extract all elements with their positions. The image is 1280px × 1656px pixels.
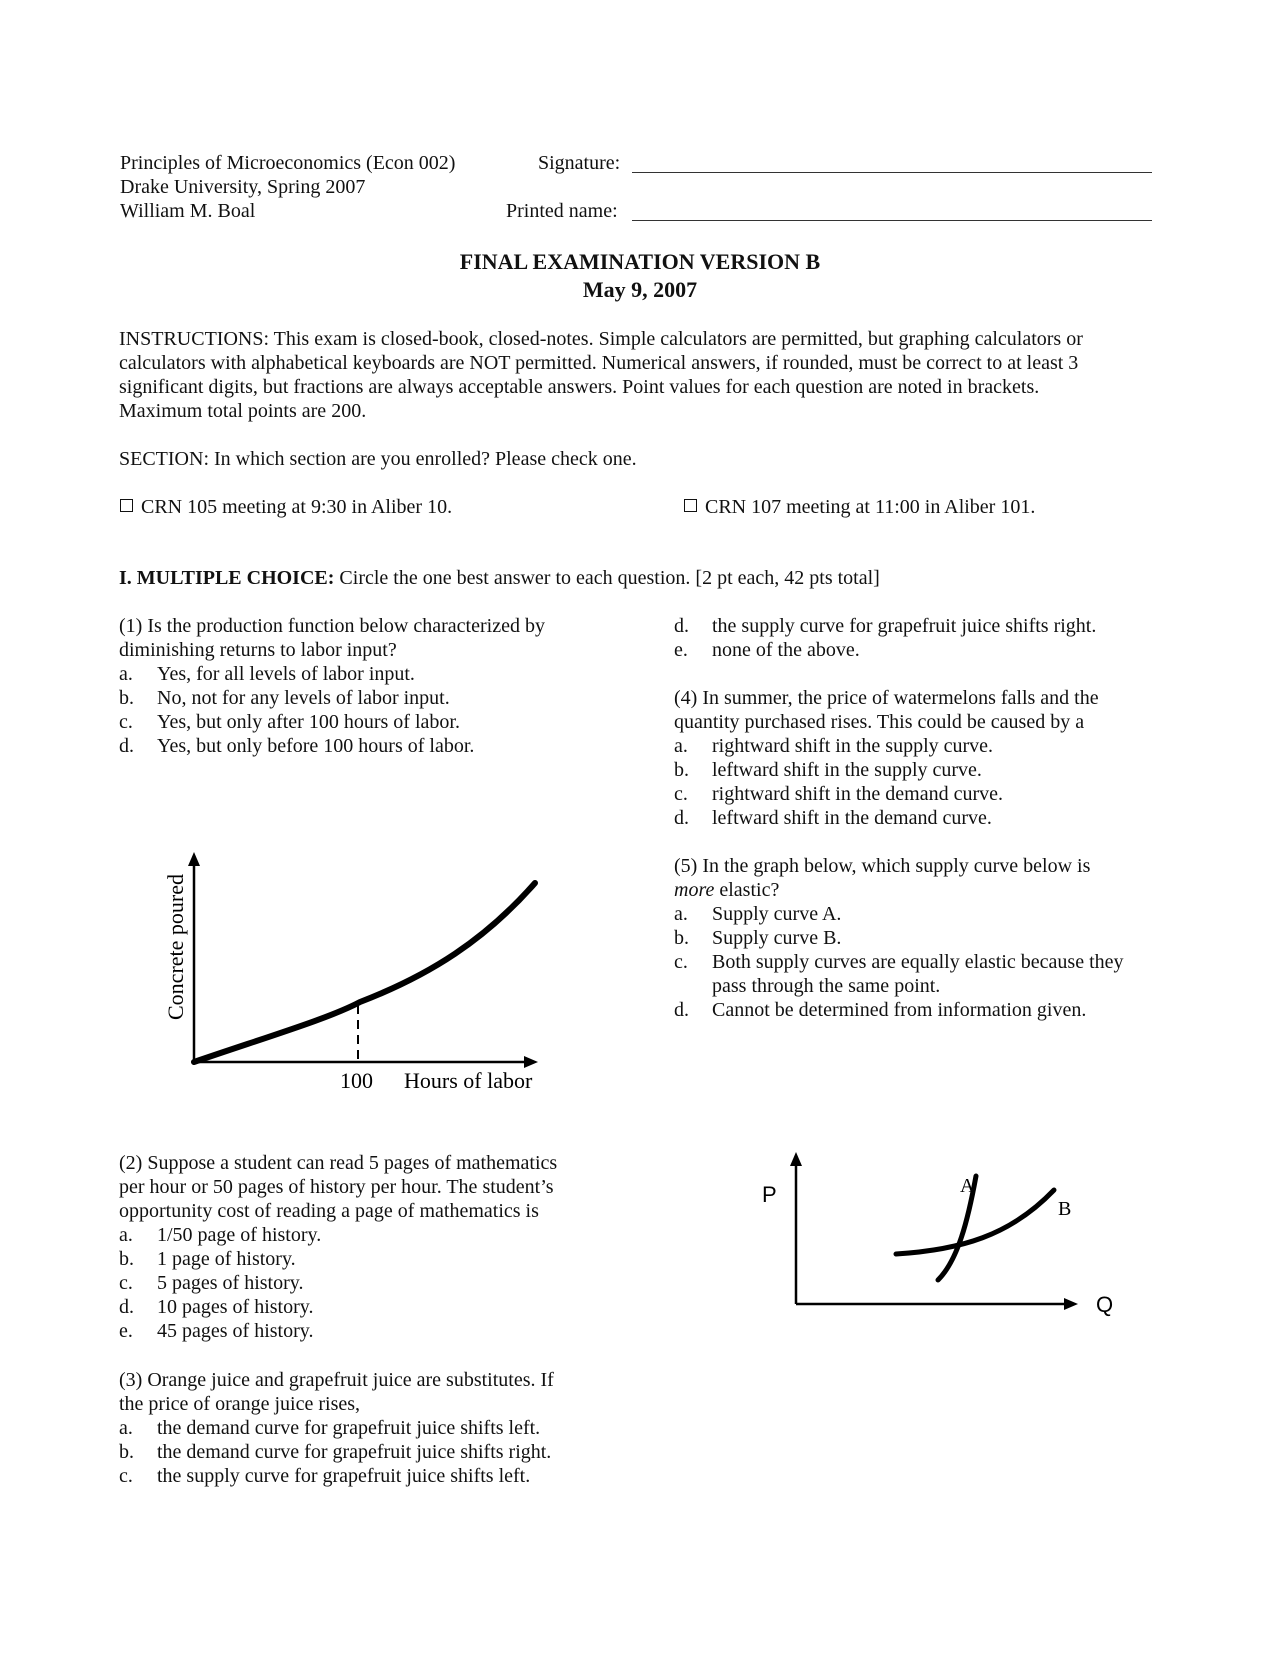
x-axis-label: Hours of labor [404,1068,533,1093]
q1-stem-line-2: diminishing returns to labor input? [119,639,397,661]
production-curve [194,883,535,1062]
option-letter: b. [119,687,134,709]
instructions-line-2: calculators with alphabetical keyboards are NOT permitted. Numerical answers, if rounded, must be correct to at least 3 [119,352,1079,374]
q5-option-c[interactable] [674,950,1124,974]
q3-option-e[interactable] [674,638,860,662]
y-axis-label: Concrete poured [163,874,188,1020]
option-letter: a. [119,1224,133,1246]
option-letter: d. [674,807,689,829]
option-letter: c. [674,783,688,805]
q4-option-b[interactable] [674,758,982,782]
option-letter: e. [674,639,688,661]
exam-title: FINAL EXAMINATION VERSION B [459,249,821,274]
option-text: 5 pages of history. [157,1272,304,1294]
q2-option-b[interactable] [119,1247,296,1271]
printed-name-field[interactable] [632,220,1152,221]
section-option-label: CRN 107 meeting at 11:00 in Aliber 101. [705,496,1036,518]
production-function-graph [150,760,570,1100]
x-axis-arrow [524,1056,538,1068]
university-term: Drake University, Spring 2007 [120,176,366,198]
option-text: leftward shift in the supply curve. [712,759,982,781]
q1-option-d[interactable] [119,734,474,758]
q1-option-a[interactable] [119,662,415,686]
q5-option-a[interactable] [674,902,841,926]
curve-a-label: A [960,1175,975,1197]
part1-heading-bold: I. MULTIPLE CHOICE: [119,567,335,589]
option-letter: a. [674,903,688,925]
option-letter: b. [674,927,689,949]
section-option-crn105[interactable] [120,495,452,519]
checkbox-crn105[interactable] [120,499,133,512]
option-text: Yes, but only after 100 hours of labor. [157,711,460,733]
option-letter: c. [119,711,133,733]
q5-option-d[interactable] [674,998,1086,1022]
option-text: rightward shift in the supply curve. [712,735,994,757]
q4-option-c[interactable] [674,782,1003,806]
option-text: the demand curve for grapefruit juice shifts left. [157,1417,541,1439]
p-axis-label: P [762,1182,777,1207]
y-axis-arrow [188,852,200,866]
q3-stem-line-2: the price of orange juice rises, [119,1393,361,1415]
option-letter: c. [119,1272,133,1294]
q2-stem-line-1: (2) Suppose a student can read 5 pages of mathematics [119,1152,558,1174]
signature-field[interactable] [632,172,1152,173]
q1-option-b[interactable] [119,686,450,710]
printed-name-label: Printed name: [506,200,618,222]
option-text: Yes, for all levels of labor input. [157,663,415,685]
option-text: Both supply curves are equally elastic because they [712,951,1124,973]
option-letter: c. [674,951,688,973]
section-option-crn107[interactable] [684,495,1035,519]
option-text: Supply curve B. [712,927,842,949]
curve-b-label: B [1058,1198,1072,1220]
q2-option-a[interactable] [119,1223,321,1247]
instructions-line-3: significant digits, but fractions are always acceptable answers. Point values for each question are noted in brackets. [119,376,1040,398]
q4-stem-line-2: quantity purchased rises. This could be caused by a [674,711,1085,733]
section-option-label: CRN 105 meeting at 9:30 in Aliber 10. [141,496,453,518]
option-text: the supply curve for grapefruit juice shifts right. [712,615,1097,637]
option-letter: b. [119,1441,134,1463]
option-text: 1 page of history. [157,1248,296,1270]
option-letter: d. [119,735,134,757]
signature-label: Signature: [538,152,621,174]
q2-stem-line-3: opportunity cost of reading a page of mathematics is [119,1200,539,1222]
option-letter: b. [119,1248,134,1270]
q4-option-d[interactable] [674,806,992,830]
option-text: none of the above. [712,639,860,661]
part1-heading-rest: Circle the one best answer to each question. [2 pt each, 42 pts total] [334,567,880,589]
course-name: Principles of Microeconomics (Econ 002) [120,152,456,174]
option-letter: d. [674,999,689,1021]
option-text: rightward shift in the demand curve. [712,783,1004,805]
q5-stem-rest: elastic? [714,879,780,901]
q2-stem-line-2: per hour or 50 pages of history per hour. The student’s [119,1176,554,1198]
tick-label-100: 100 [340,1068,373,1093]
option-letter: d. [119,1296,134,1318]
p-axis-arrow [790,1152,802,1166]
option-text: 45 pages of history. [157,1320,314,1342]
q3-stem-line-1: (3) Orange juice and grapefruit juice are substitutes. If [119,1369,554,1391]
q5-stem-line-1: (5) In the graph below, which supply curve below is [674,855,1091,877]
q2-option-d[interactable] [119,1295,313,1319]
q4-option-a[interactable] [674,734,993,758]
checkbox-crn107[interactable] [684,499,697,512]
option-text: No, not for any levels of labor input. [157,687,450,709]
q5-stem-line-2 [674,878,779,902]
supply-curve-b [896,1190,1054,1254]
option-letter: c. [119,1465,133,1487]
q3-option-d[interactable] [674,614,1096,638]
option-letter: b. [674,759,689,781]
instructor-name: William M. Boal [120,200,256,222]
q1-stem-line-1: (1) Is the production function below characterized by [119,615,545,637]
option-text: 10 pages of history. [157,1296,314,1318]
option-letter: a. [674,735,688,757]
q-axis-label: Q [1096,1292,1114,1317]
q3-option-b[interactable] [119,1440,551,1464]
option-letter: a. [119,1417,133,1439]
exam-date: May 9, 2007 [582,277,698,302]
section-prompt: SECTION: In which section are you enrolled? Please check one. [119,448,637,470]
option-letter: a. [119,663,133,685]
q2-option-e[interactable] [119,1319,313,1343]
option-text: leftward shift in the demand curve. [712,807,992,829]
q-axis-arrow [1064,1298,1078,1310]
option-text: 1/50 page of history. [157,1224,322,1246]
option-text: Yes, but only before 100 hours of labor. [157,735,475,757]
q2-option-c[interactable] [119,1271,303,1295]
option-letter: e. [119,1320,133,1342]
q1-option-c[interactable] [119,710,460,734]
option-text: the demand curve for grapefruit juice shifts right. [157,1441,552,1463]
instructions-line-4: Maximum total points are 200. [119,400,367,422]
q5-option-b[interactable] [674,926,841,950]
q5-option-c-continued [674,974,940,998]
q5-stem-emphasis: more [674,879,715,901]
option-text: pass through the same point. [712,975,941,997]
instructions-line-1: INSTRUCTIONS: This exam is closed-book, closed-notes. Simple calculators are permitted, but graphing calculators or [119,328,1083,350]
option-letter: d. [674,615,689,637]
q3-option-c[interactable] [119,1464,530,1488]
supply-curves-graph [740,1140,1140,1320]
part1-heading [119,566,880,590]
option-text: Supply curve A. [712,903,842,925]
q4-stem-line-1: (4) In summer, the price of watermelons falls and the [674,687,1099,709]
option-text: the supply curve for grapefruit juice shifts left. [157,1465,531,1487]
option-text: Cannot be determined from information given. [712,999,1087,1021]
q3-option-a[interactable] [119,1416,540,1440]
